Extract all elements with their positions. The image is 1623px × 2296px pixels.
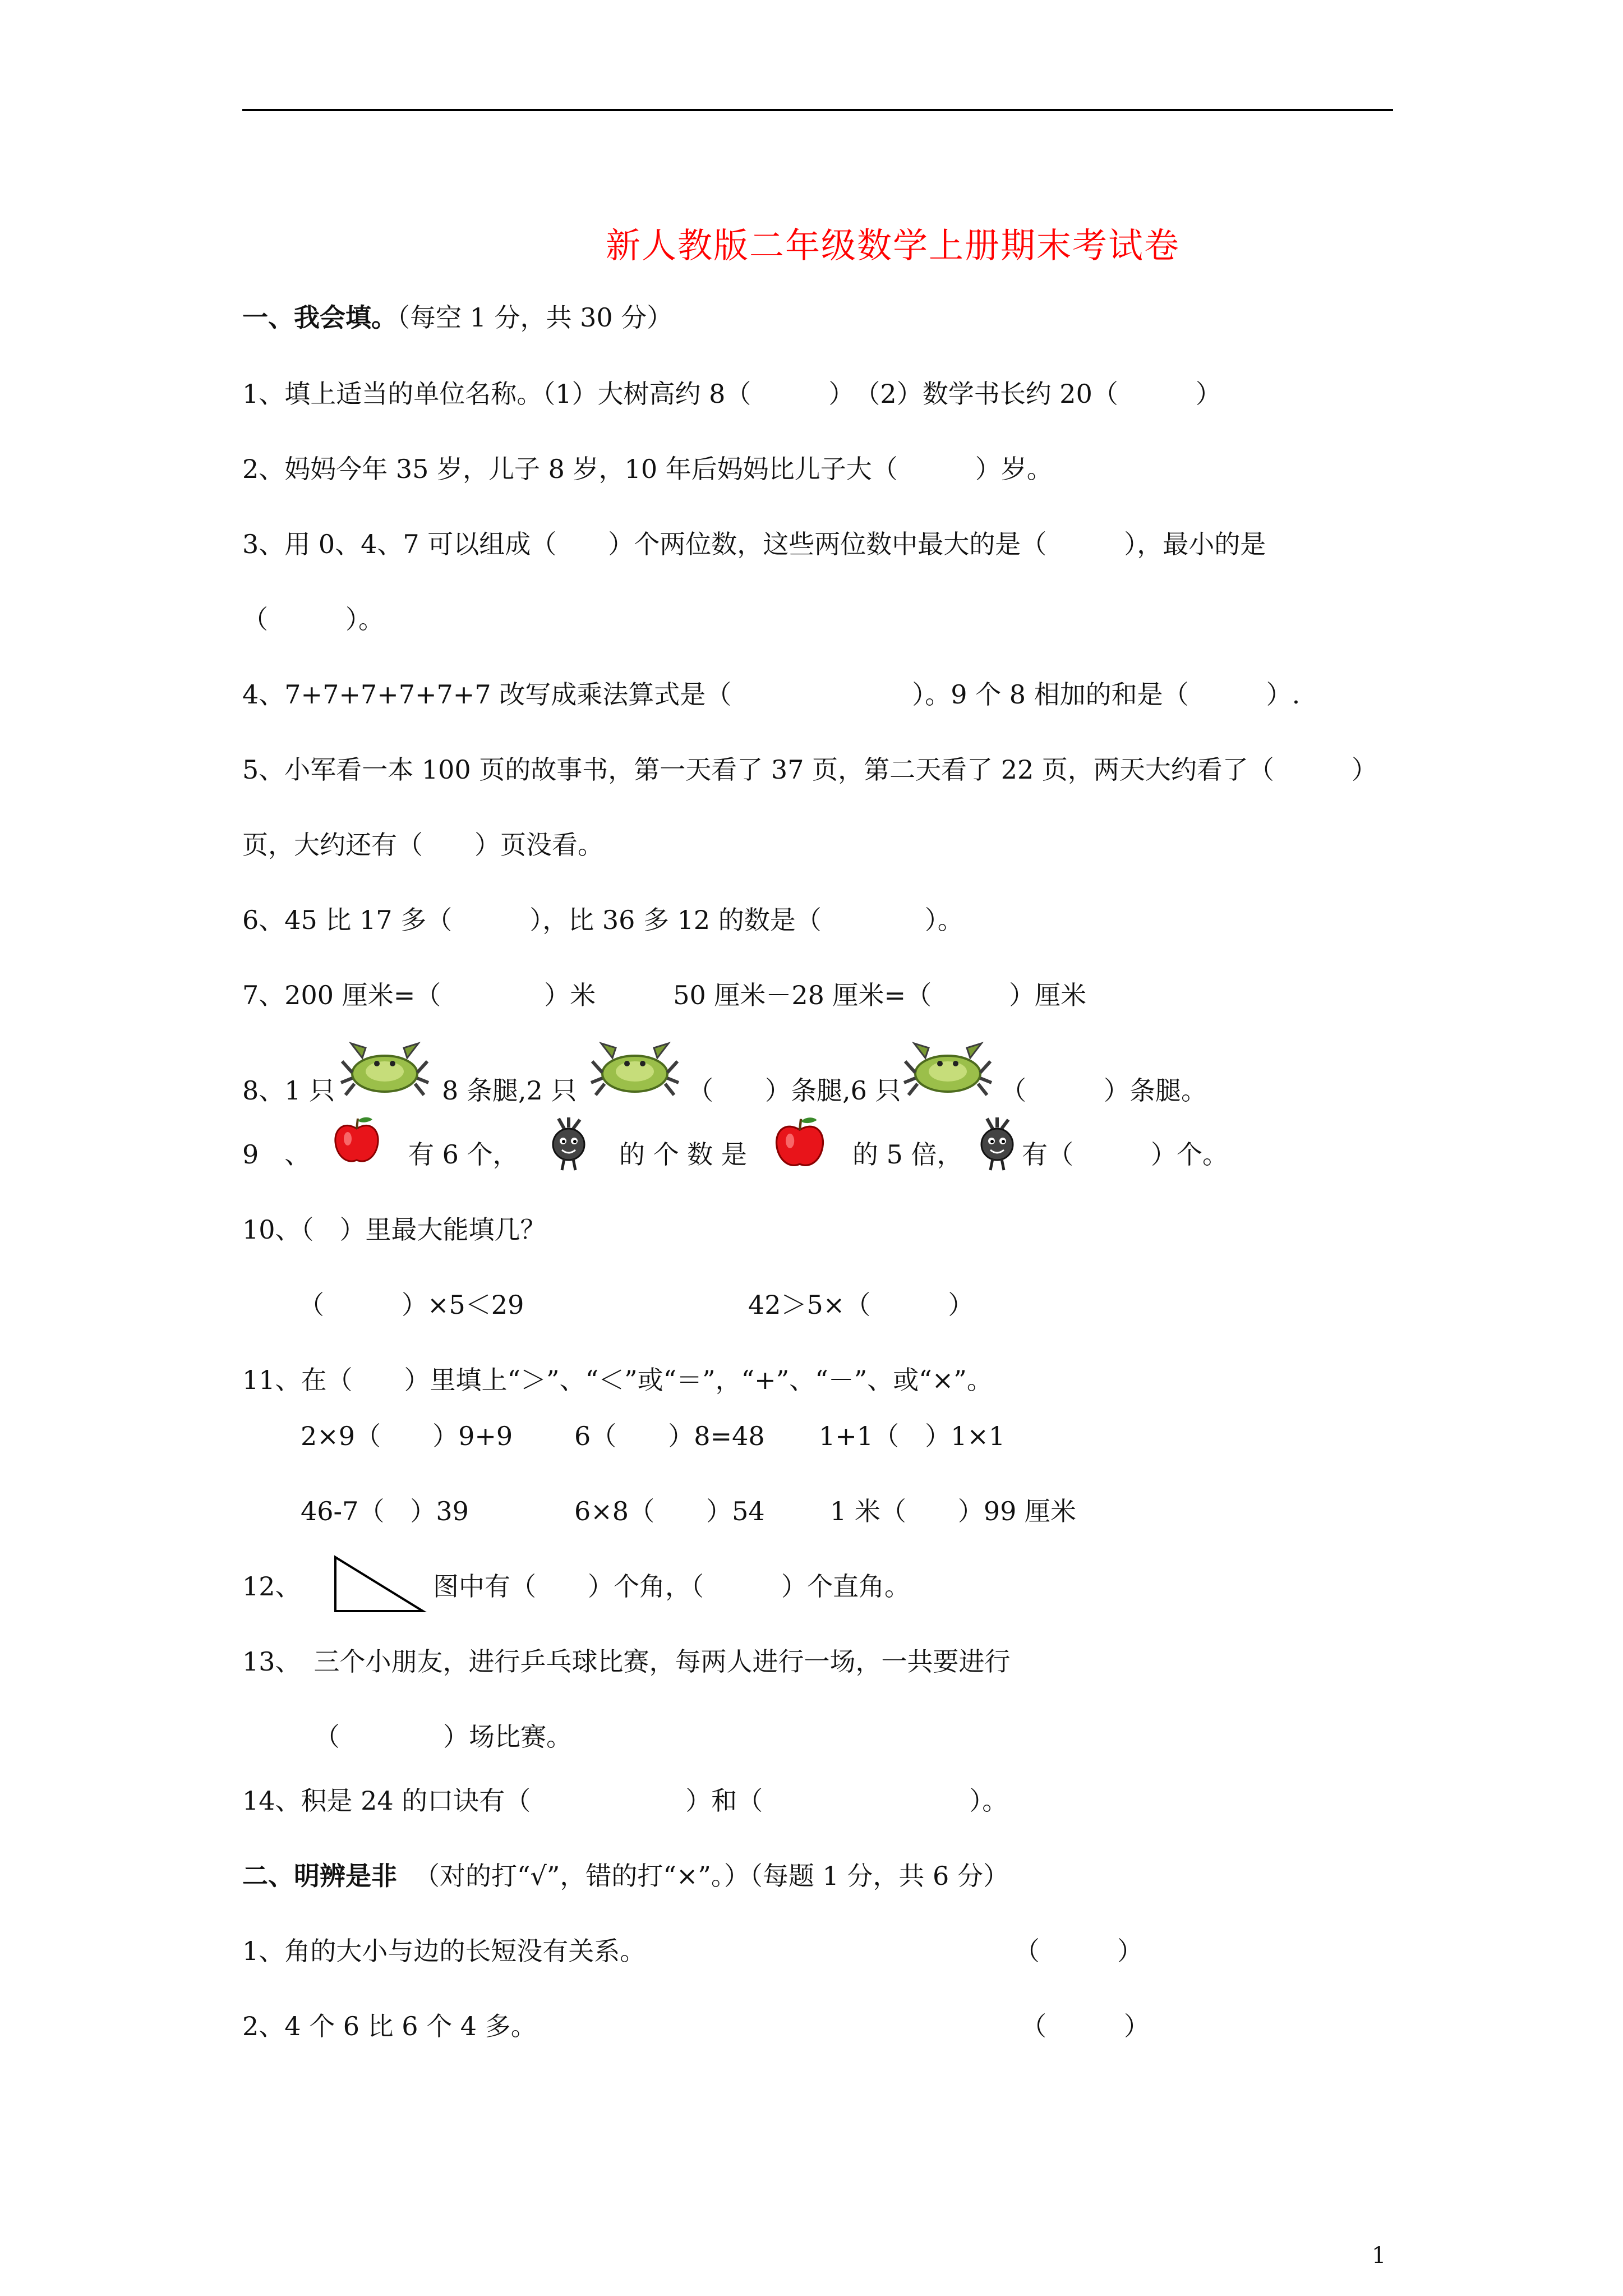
- question-14: 14、积是 24 的口诀有（ ）和（ ）。: [242, 1786, 1008, 1816]
- question-11-row2-c: 1 米（ ）99 厘米: [830, 1496, 1077, 1526]
- page-title: 新人教版二年级数学上册期末考试卷: [606, 225, 1181, 266]
- radish-icon: [976, 1116, 1018, 1172]
- question-9-p4: 的 5 倍，: [852, 1139, 963, 1170]
- question-7: 7、200 厘米=（ ）米 50 厘米－28 厘米=（ ）厘米: [242, 980, 1087, 1010]
- question-11: 11、在（ ）里填上“＞”、“＜”或“＝”，“+”、“－”、或“×”。: [242, 1365, 993, 1395]
- question-9-p1: 9 、: [242, 1139, 311, 1170]
- question-11-row1-b: 6（ ）8=48: [574, 1421, 765, 1451]
- tf-question-2: 2、4 个 6 比 6 个 4 多。: [242, 2011, 537, 2041]
- question-8-p2: 8 条腿,2 只: [442, 1075, 577, 1106]
- question-3-line1: 3、用 0、4、7 可以组成（ ）个两位数，这些两位数中最大的是（ ），最小的是: [242, 529, 1266, 559]
- question-3-line2: （ ）。: [242, 604, 384, 634]
- question-12-text: 图中有（ ）个角，（ ）个直角。: [433, 1571, 910, 1602]
- apple-icon: [774, 1114, 826, 1170]
- section1-heading-line: [242, 301, 672, 334]
- crab-icon: [903, 1039, 993, 1101]
- apple-icon: [333, 1114, 380, 1166]
- section2-heading-line: [242, 1859, 1009, 1893]
- question-8-p3: （ ）条腿,6 只: [688, 1075, 901, 1106]
- question-9-p5: 有（ ）个。: [1022, 1139, 1228, 1170]
- section1-heading: 一、我会填。: [242, 302, 397, 333]
- section1-note: （每空 1 分，共 30 分）: [397, 302, 673, 333]
- right-triangle-figure: [332, 1554, 427, 1616]
- question-10b: 42＞5×（ ）: [748, 1290, 974, 1320]
- question-13-line2: （ ）场比赛。: [314, 1722, 572, 1752]
- tf-answer-1: （ ）: [1014, 1936, 1143, 1966]
- question-13-line1: 13、 三个小朋友，进行乒乓球比赛，每两人进行一场，一共要进行: [242, 1646, 1011, 1677]
- question-5-line1: 5、小军看一本 100 页的故事书，第一天看了 37 页，第二天看了 22 页，两天大约看了（ ）: [242, 754, 1377, 785]
- question-10: 10、（ ）里最大能填几？: [242, 1214, 546, 1245]
- question-1: 1、填上适当的单位名称。（1）大树高约 8（ ） （2）数学书长约 20（ ）: [242, 379, 1221, 409]
- question-4: 4、7+7+7+7+7+7 改写成乘法算式是（ ）。9 个 8 相加的和是（ ）.: [242, 679, 1301, 710]
- section2-note: （对的打“√”，错的打“×”。）（每题 1 分，共 6 分）: [414, 1861, 1009, 1891]
- question-11-row2-a: 46-7（ ）39: [301, 1496, 469, 1526]
- tf-answer-2: （ ）: [1021, 2011, 1150, 2041]
- question-2: 2、妈妈今年 35 岁，儿子 8 岁，10 年后妈妈比儿子大（ ）岁。: [242, 454, 1053, 484]
- question-11-row1-a: 2×9（ ）9+9: [301, 1421, 513, 1451]
- page-number: 1: [1372, 2243, 1386, 2269]
- question-8-p4: （ ）条腿。: [1000, 1075, 1207, 1106]
- radish-icon: [547, 1116, 590, 1172]
- question-9-p2: 有 6 个，: [408, 1139, 519, 1170]
- question-11-row1-c: 1+1（ ）1×1: [819, 1421, 1006, 1451]
- section2-heading: 二、明辨是非: [242, 1861, 397, 1891]
- question-5-line2: 页，大约还有（ ）页没看。: [242, 830, 603, 860]
- crab-icon: [340, 1039, 430, 1101]
- crab-icon: [590, 1039, 680, 1101]
- question-10a: （ ）×5＜29: [298, 1290, 524, 1320]
- question-9-p3: 的 个 数 是: [619, 1139, 747, 1170]
- question-6: 6、45 比 17 多（ ），比 36 多 12 的数是（ ）。: [242, 905, 963, 935]
- question-8-p1: 8、1 只: [242, 1075, 335, 1106]
- question-11-row2-b: 6×8（ ）54: [574, 1496, 765, 1526]
- question-12-label: 12、: [242, 1571, 301, 1602]
- tf-question-1: 1、角的大小与边的长短没有关系。: [242, 1936, 646, 1966]
- header-rule: [242, 109, 1393, 111]
